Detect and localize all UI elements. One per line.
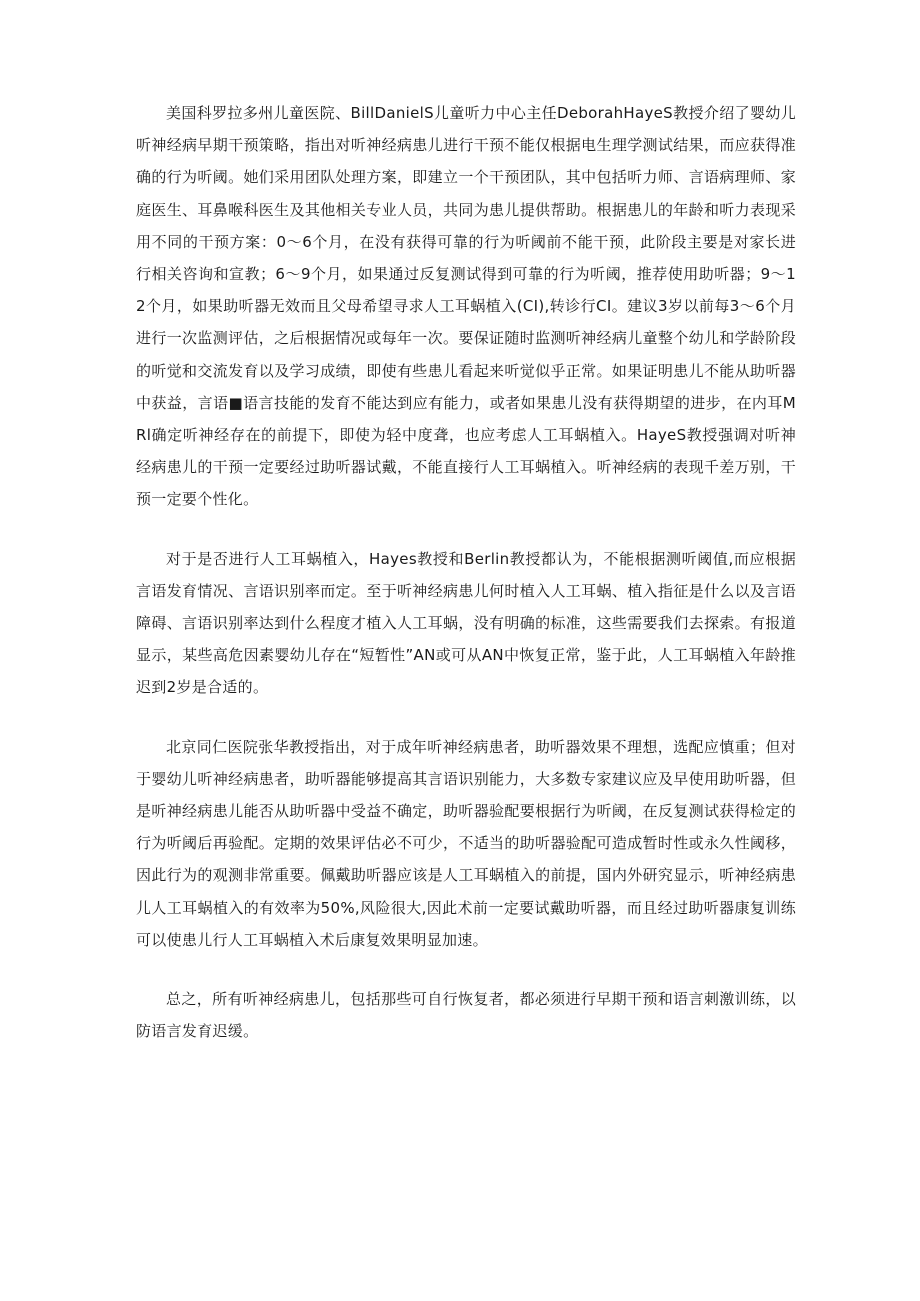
document-body: [136, 97, 796, 1047]
paragraph-conclusion: 总之，所有听神经病患儿，包括那些可自行恢复者，都必须进行早期干预和语言刺激训练，以防语言发育迟缓。: [136, 990, 796, 1041]
paragraph-intervention-strategy: 美国科罗拉多州儿童医院、BillDanielS儿童听力中心主任DeborahHayeS教授介绍了婴幼儿听神经病早期干预策略，指出对听神经病患儿进行干预不能仅根据电生理学测试结果，而应获得准确的行为听阈。她们采用团队处理方案，即建立一个干预团队，其中包括听力师、言语病理师、家庭医生、耳鼻喉科医生及其他相关专业人员，共同为患儿提供帮助。根据患儿的年龄和听力表现采用不同的干预方案：0～6个月，在没有获得可靠的行为听阈前不能干预，此阶段主要是对家长进行相关咨询和宣教；6～9个月，如果通过反复测试得到可靠的行为听阈，推荐使用助听器；9～12个月，如果助听器无效而且父母希望寻求人工耳蜗植入(CI),转诊行CI。建议3岁以前每3～6个月进行一次监测评估，之后根据情况或每年一次。要保证随时监测听神经病儿童整个幼儿和学龄阶段的听觉和交流发育以及学习成绩，即使有些患儿看起来听觉似乎正常。如果证明患儿不能从助听器中获益，言语■语言技能的发育不能达到应有能力，或者如果患儿没有获得期望的进步，在内耳MRl确定听神经存在的前提下，即使为轻中度聋，也应考虑人工耳蜗植入。HayeS教授强调对听神经病患儿的干预一定要经过助听器试戴，不能直接行人工耳蜗植入。听神经病的表现千差万别，干预一定要个性化。: [136, 104, 796, 509]
paragraph-hearing-aid-fitting: 北京同仁医院张华教授指出，对于成年听神经病患者，助听器效果不理想，选配应慎重；但对于婴幼儿听神经病患者，助听器能够提高其言语识别能力，大多数专家建议应及早使用助听器，但是听神经病患儿能否从助听器中受益不确定，助听器验配要根据行为听阈，在反复测试获得检定的行为听阈后再验配。定期的效果评估必不可少，不适当的助听器验配可造成暂时性或永久性阈移，因此行为的观测非常重要。佩戴助听器应该是人工耳蜗植入的前提，国内外研究显示，听神经病患儿人工耳蜗植入的有效率为50%,风险很大,因此术前一定要试戴助听器，而且经过助听器康复训练可以使患儿行人工耳蜗植入术后康复效果明显加速。: [136, 737, 796, 949]
paragraph-cochlear-implant-criteria: 对于是否进行人工耳蜗植入，Hayes教授和Berlin教授都认为，不能根据测听阈值,而应根据言语发育情况、言语识别率而定。至于听神经病患儿何时植入人工耳蜗、植入指征是什么以及言语障碍、言语识别率达到什么程度才植入人工耳蜗，没有明确的标准，这些需要我们去探索。有报道显示，某些高危因素婴幼儿存在“短暂性”AN或可从AN中恢复正常，鉴于此，人工耳蜗植入年龄推迟到2岁是合适的。: [136, 549, 796, 697]
